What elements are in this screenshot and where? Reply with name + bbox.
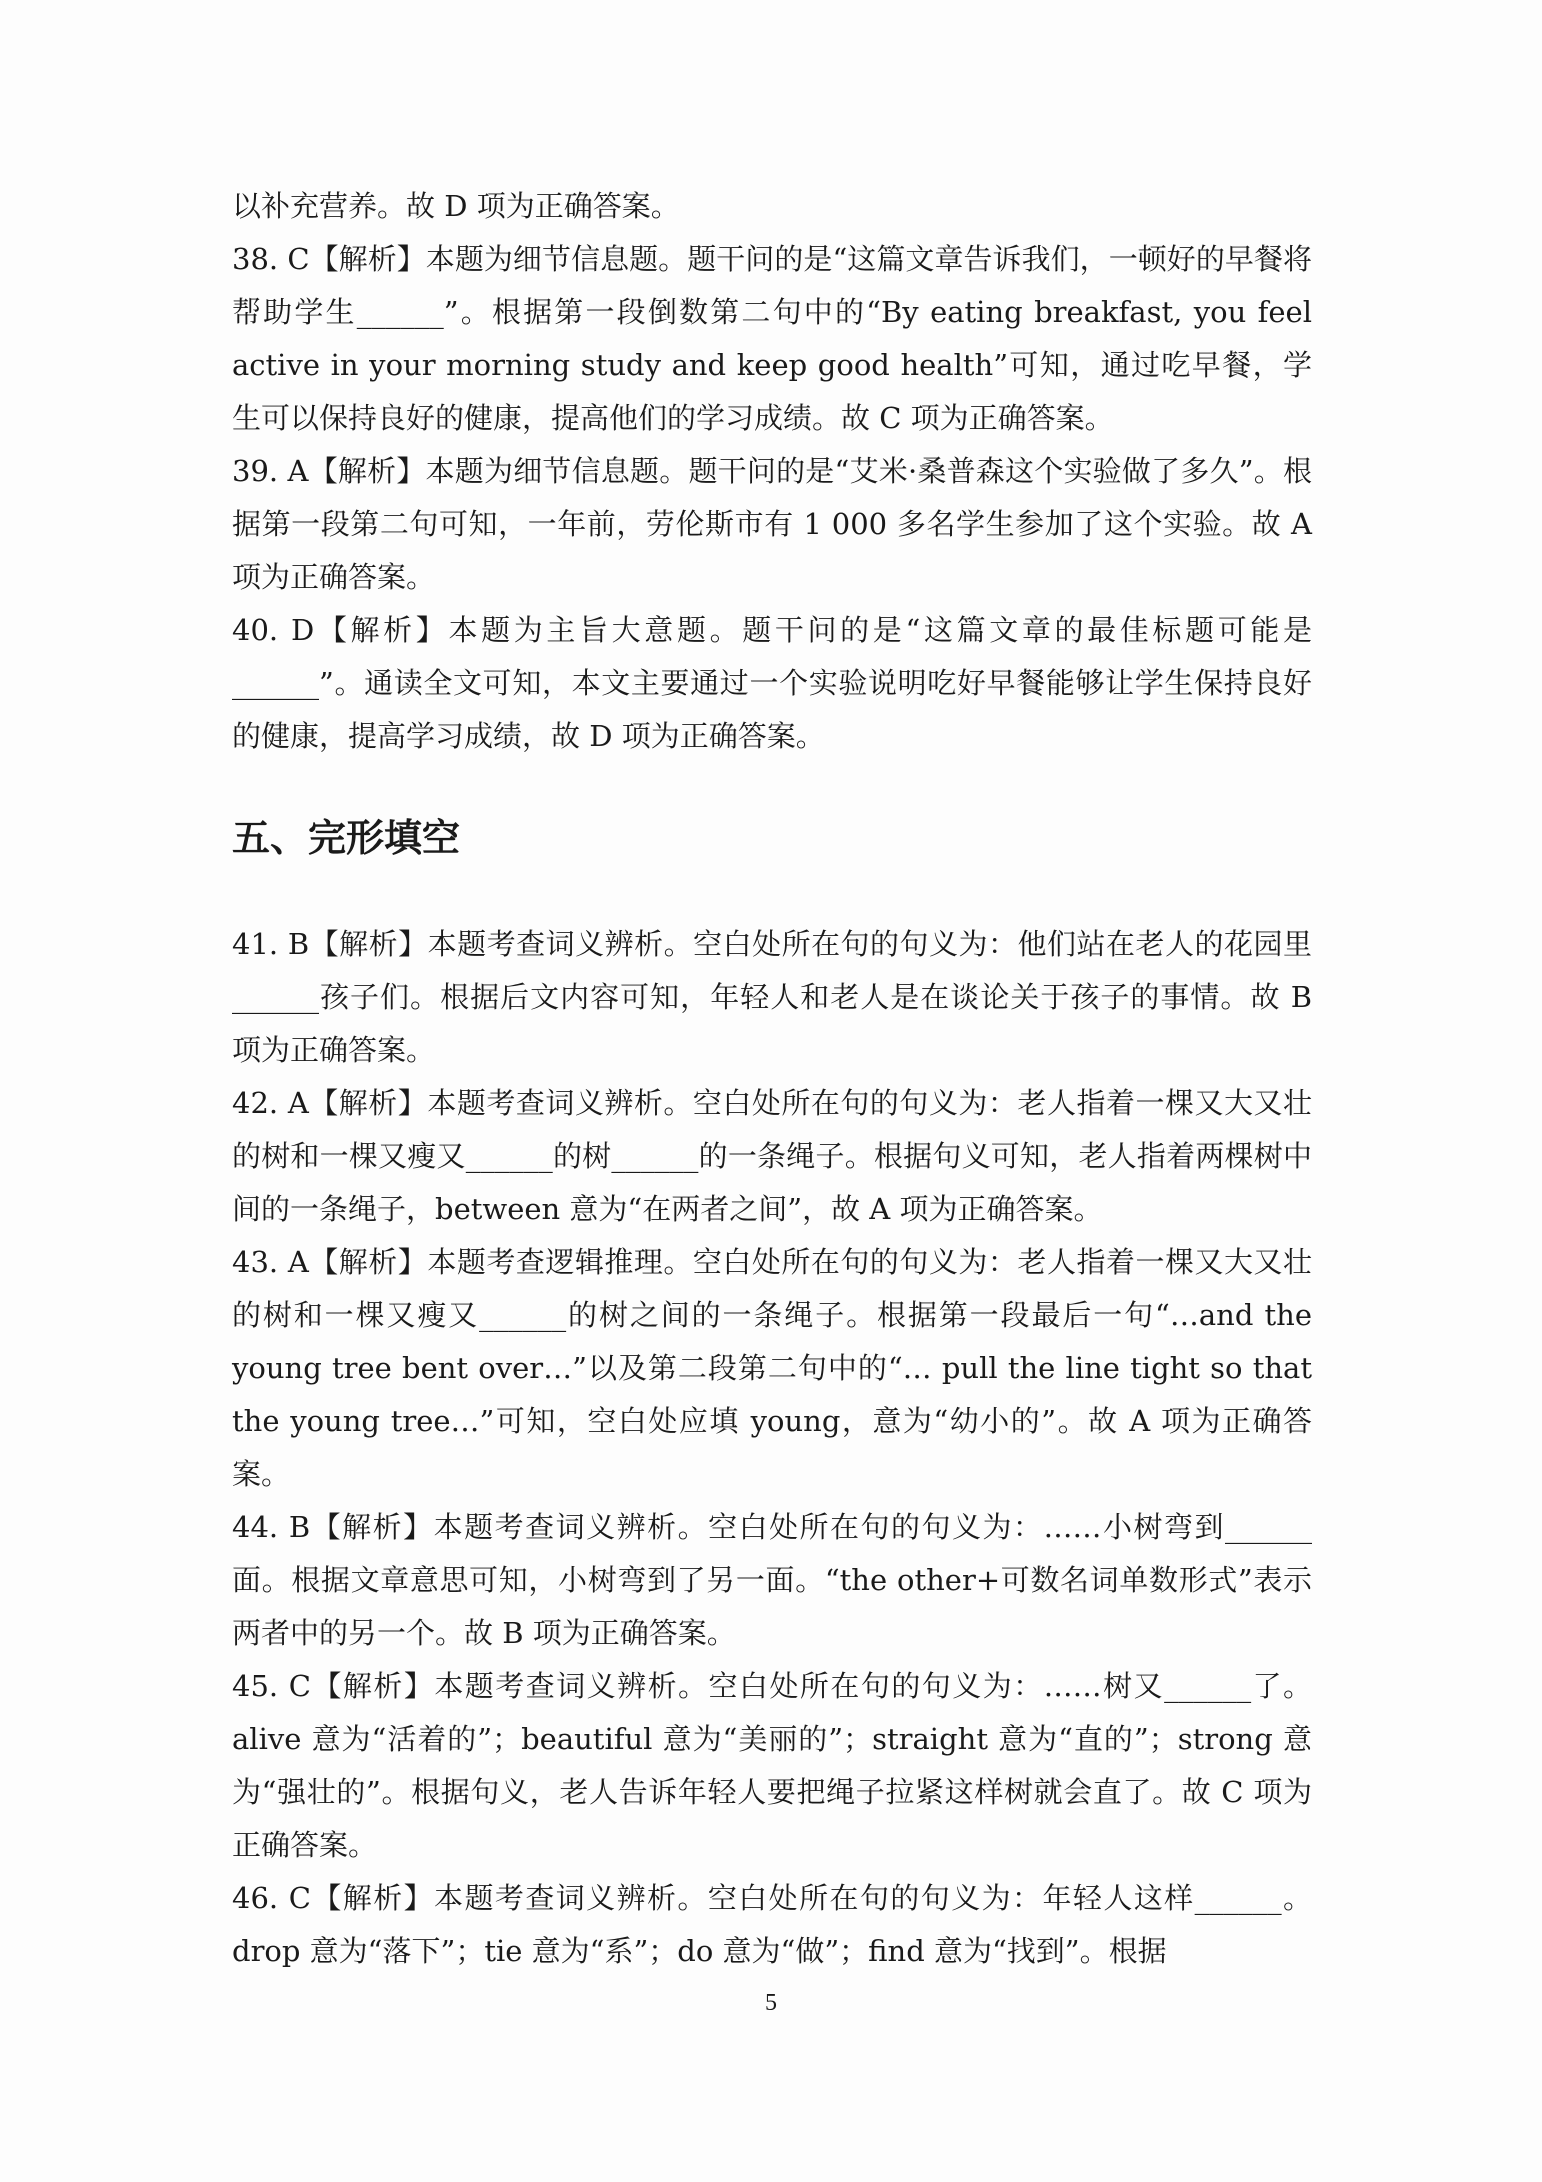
paragraph-answer-42: 42. A【解析】本题考查词义辨析。空白处所在句的句义为：老人指着一棵又大又壮的树和一棵又瘦又______的树______的一条绳子。根据句义可知，老人指着两棵树中间的一条绳子，between 意为“在两者之间”，故 A 项为正确答案。 (232, 1086, 1312, 1226)
paragraph-answer-40: 40. D【解析】本题为主旨大意题。题干问的是“这篇文章的最佳标题可能是______”。通读全文可知，本文主要通过一个实验说明吃好早餐能够让学生保持良好的健康，提高学习成绩，故 D 项为正确答案。 (232, 613, 1312, 753)
paragraph-answer-39: 39. A【解析】本题为细节信息题。题干问的是“艾米·桑普森这个实验做了多久”。根据第一段第二句可知，一年前，劳伦斯市有 1 000 多名学生参加了这个实验。故 A 项为正确答案。 (232, 454, 1312, 594)
paragraph-answer-46: 46. C【解析】本题考查词义辨析。空白处所在句的句义为：年轻人这样______。drop 意为“落下”；tie 意为“系”；do 意为“做”；find 意为“找到”。根据 (232, 1881, 1312, 1968)
paragraph-answer-43: 43. A【解析】本题考查逻辑推理。空白处所在句的句义为：老人指着一棵又大又壮的树和一棵又瘦又______的树之间的一条绳子。根据第一段最后一句“…and the young tree bent over…”以及第二段第二句中的“… pull the line tight so that the young tree…”可知，空白处应填 young，意为“幼小的”。故 A 项为正确答案。 (232, 1245, 1312, 1491)
paragraph-answer-41: 41. B【解析】本题考查词义辨析。空白处所在句的句义为：他们站在老人的花园里______孩子们。根据后文内容可知，年轻人和老人是在谈论关于孩子的事情。故 B 项为正确答案。 (232, 927, 1312, 1067)
section-title: 五、完形填空 (232, 816, 461, 860)
paragraph-answer-44: 44. B【解析】本题考查词义辨析。空白处所在句的句义为：……小树弯到______面。根据文章意思可知，小树弯到了另一面。“the other+可数名词单数形式”表示两者中的另一个。故 B 项为正确答案。 (232, 1510, 1312, 1650)
paragraph-answer-45: 45. C【解析】本题考查词义辨析。空白处所在句的句义为：……树又______了。alive 意为“活着的”；beautiful 意为“美丽的”；straight 意为“直的”；strong 意为“强壮的”。根据句义，老人告诉年轻人要把绳子拉紧这样树就会直了。故 C 项为正确答案。 (232, 1669, 1312, 1862)
page-number: 5 (765, 1990, 777, 2016)
paragraph-answer-37-end: 以补充营养。故 D 项为正确答案。 (232, 189, 680, 223)
paragraph-answer-38: 38. C【解析】本题为细节信息题。题干问的是“这篇文章告诉我们，一顿好的早餐将帮助学生______”。根据第一段倒数第二句中的“By eating breakfast, you feel active in your morning study and keep good health”可知，通过吃早餐，学生可以保持良好的健康，提高他们的学习成绩。故 C 项为正确答案。 (232, 242, 1312, 435)
body-text (232, 180, 1312, 1978)
